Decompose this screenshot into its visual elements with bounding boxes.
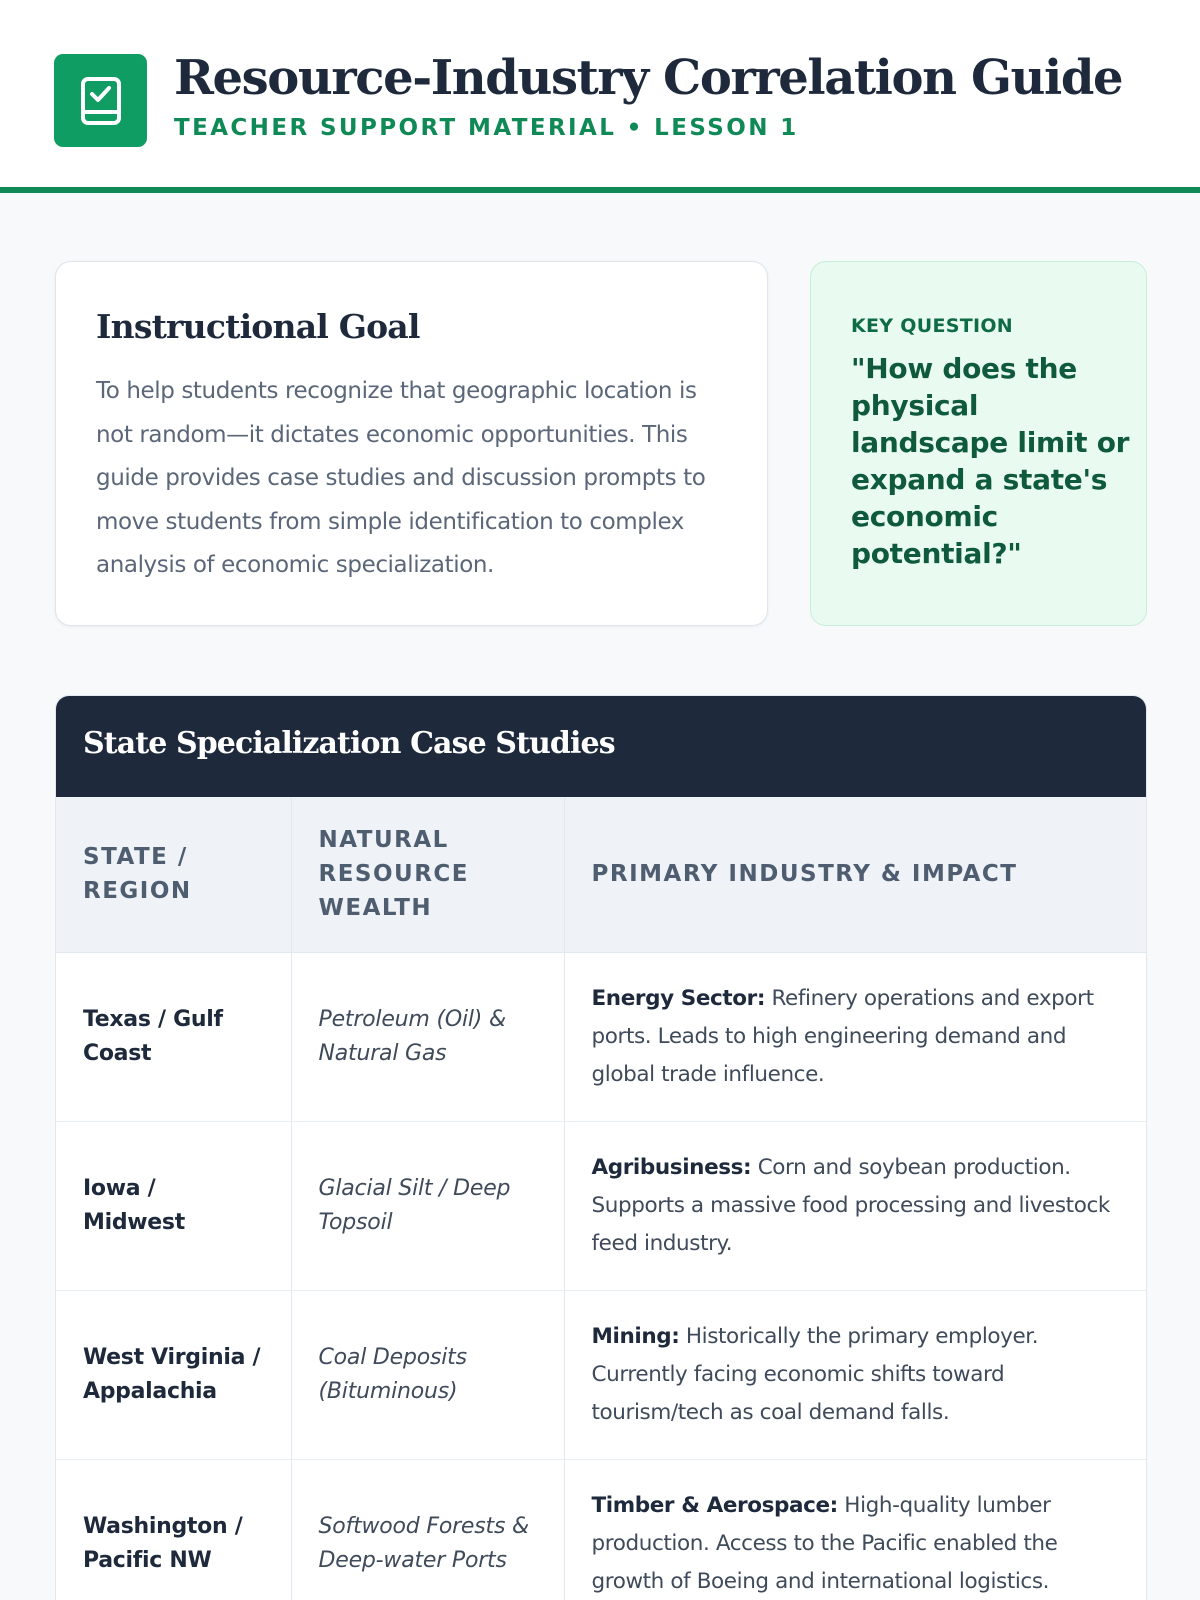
page-subtitle: TEACHER SUPPORT MATERIAL • LESSON 1 — [174, 115, 799, 141]
table-row — [56, 1121, 1147, 1290]
column-header-resource: NATURAL RESOURCE WEALTH — [291, 797, 564, 952]
book-check-icon — [79, 76, 123, 126]
impact-cell — [592, 1487, 1122, 1600]
case-studies-title: State Specialization Case Studies — [83, 726, 615, 761]
impact-text: Refinery operations and export ports. Leads to high engineering demand and global trade influence. — [591, 985, 1094, 1087]
column-header-state: STATE / REGION — [56, 797, 291, 952]
impact-cell — [592, 1318, 1122, 1432]
goal-title: Instructional Goal — [96, 307, 420, 346]
key-question-text: "How does the physical landscape limit or expand a state's economic potential?" — [851, 352, 1130, 570]
instructional-goal-card — [55, 261, 768, 626]
goal-text: To help students recognize that geographic location is not random—it dictates economic opportunities. This guide provides case studies and discussion prompts to move students from simple identification to complex analysis of economic specialization. — [96, 378, 706, 578]
table-row — [56, 1290, 1147, 1459]
impact-text: High-quality lumber production. Access to the Pacific enabled the growth of Boeing and international logistics. — [591, 1492, 1058, 1594]
impact-cell — [592, 980, 1122, 1094]
column-header-industry: PRIMARY INDUSTRY & IMPACT — [564, 797, 1147, 952]
industry-label: Mining: — [591, 1323, 680, 1349]
industry-label: Agribusiness: — [591, 1154, 752, 1180]
table-row — [56, 952, 1147, 1121]
impact-text: Corn and soybean production. Supports a massive food processing and livestock feed industry. — [591, 1154, 1110, 1256]
key-question-card — [810, 261, 1147, 626]
impact-text: Historically the primary employer. Currently facing economic shifts toward tourism/tech as coal demand falls. — [591, 1323, 1039, 1425]
key-question-label: KEY QUESTION — [851, 315, 1014, 337]
case-studies-table — [56, 797, 1147, 1600]
page-title: Resource-Industry Correlation Guide — [174, 50, 1123, 106]
industry-label: Energy Sector: — [591, 985, 766, 1011]
logo — [54, 54, 147, 147]
table-row — [56, 1459, 1147, 1600]
table-header-row — [56, 797, 1147, 952]
resource-cell: Petroleum (Oil) & Natural Gas — [318, 1006, 506, 1066]
state-cell: West Virginia / Appalachia — [83, 1344, 261, 1404]
resource-cell: Glacial Silt / Deep Topsoil — [318, 1175, 511, 1235]
case-studies-header — [56, 696, 1146, 797]
state-cell: Washington / Pacific NW — [83, 1513, 243, 1573]
industry-label: Timber & Aerospace: — [591, 1492, 838, 1518]
impact-cell — [592, 1149, 1122, 1263]
state-cell: Texas / Gulf Coast — [83, 1006, 223, 1066]
resource-cell: Softwood Forests & Deep-water Ports — [318, 1513, 529, 1573]
case-studies-card — [55, 695, 1147, 1600]
page-header — [0, 0, 1200, 193]
state-cell: Iowa / Midwest — [83, 1175, 185, 1235]
resource-cell: Coal Deposits (Bituminous) — [318, 1344, 467, 1404]
